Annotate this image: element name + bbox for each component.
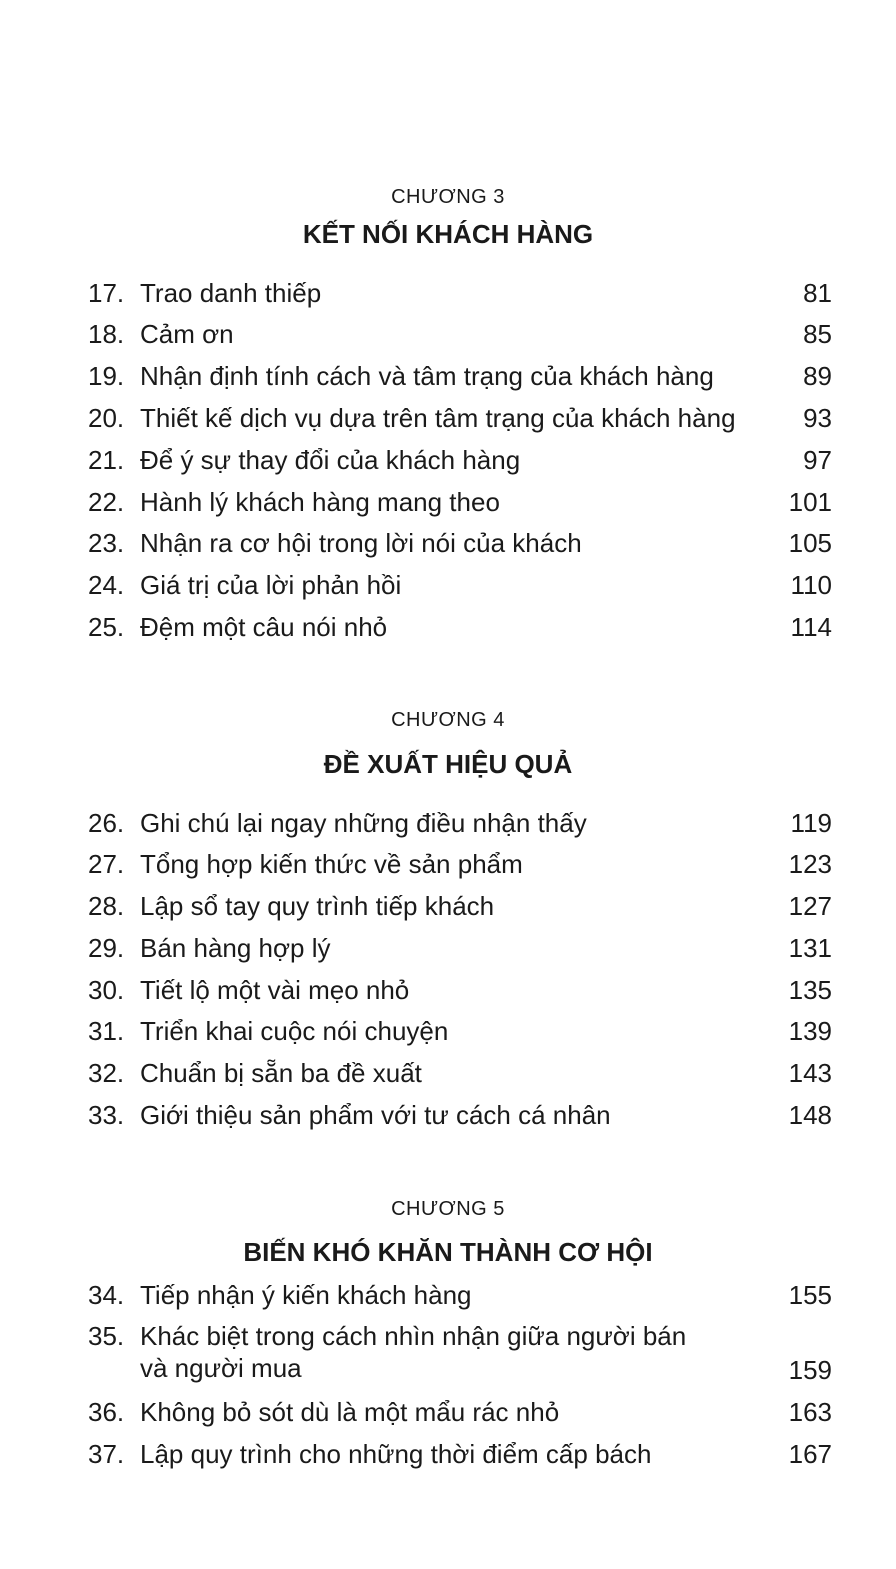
entry-page-number: 105	[788, 528, 832, 558]
entry-title: Triển khai cuộc nói chuyện	[140, 1016, 449, 1046]
toc-entry[interactable]	[88, 1396, 832, 1438]
toc-entry[interactable]	[88, 848, 832, 890]
toc-entry[interactable]	[88, 807, 832, 849]
entry-page-number: 135	[788, 975, 832, 1005]
toc-entry[interactable]	[88, 890, 832, 932]
entry-number: 37.	[88, 1439, 125, 1469]
entry-number: 29.	[88, 933, 125, 963]
toc-entry[interactable]	[88, 527, 832, 569]
entry-number: 32.	[88, 1058, 125, 1088]
entry-title: Cảm ơn	[140, 319, 234, 349]
entry-page-number: 123	[788, 849, 832, 879]
entry-title: Thiết kế dịch vụ dựa trên tâm trạng của khách hàng	[140, 403, 736, 433]
entry-number: 18.	[88, 319, 125, 349]
entry-number: 30.	[88, 975, 125, 1005]
entry-page-number: 155	[788, 1280, 832, 1310]
entry-number: 27.	[88, 849, 125, 879]
toc-entry[interactable]	[88, 360, 832, 402]
entry-title: Ghi chú lại ngay những điều nhận thấy	[140, 808, 587, 838]
entry-number: 33.	[88, 1100, 125, 1130]
toc-entry[interactable]	[88, 569, 832, 611]
entry-title: Để ý sự thay đổi của khách hàng	[140, 445, 521, 475]
entry-number: 25.	[88, 612, 125, 642]
entry-page-number: 148	[788, 1100, 832, 1130]
entry-title-line-2: và người mua	[140, 1353, 302, 1383]
entry-title: Tiếp nhận ý kiến khách hàng	[140, 1280, 472, 1310]
toc-entry[interactable]	[88, 277, 832, 319]
entry-page-number: 119	[790, 808, 832, 838]
entry-number: 24.	[88, 570, 125, 600]
entry-number: 19.	[88, 361, 125, 391]
chapter-label: CHƯƠNG 5	[391, 1198, 505, 1220]
entry-page-number: 85	[803, 319, 832, 349]
entry-title: Nhận định tính cách và tâm trạng của khách hàng	[140, 361, 714, 391]
entry-page-number: 163	[788, 1397, 832, 1427]
toc-entry[interactable]	[88, 611, 832, 653]
entry-page-number: 159	[788, 1355, 832, 1385]
toc-entry[interactable]	[88, 1099, 832, 1141]
chapter-title: BIẾN KHÓ KHĂN THÀNH CƠ HỘI	[243, 1237, 653, 1267]
entry-title: Giới thiệu sản phẩm với tư cách cá nhân	[140, 1100, 611, 1130]
entry-number: 20.	[88, 403, 125, 433]
toc-entry[interactable]	[88, 932, 832, 974]
entry-number: 26.	[88, 808, 125, 838]
toc-entry[interactable]	[88, 1015, 832, 1057]
entry-number: 23.	[88, 528, 125, 558]
entry-page-number: 143	[788, 1058, 832, 1088]
entry-page-number: 167	[788, 1439, 832, 1469]
toc-entry[interactable]	[88, 402, 832, 444]
entry-title: Chuẩn bị sẵn ba đề xuất	[140, 1058, 422, 1088]
entry-page-number: 110	[790, 570, 832, 600]
toc-entry[interactable]	[88, 1057, 832, 1099]
entry-number: 31.	[88, 1016, 125, 1046]
chapter-label: CHƯƠNG 4	[391, 709, 505, 731]
entry-page-number: 101	[788, 487, 832, 517]
chapter-title: KẾT NỐI KHÁCH HÀNG	[302, 219, 594, 249]
entry-title: Lập quy trình cho những thời điểm cấp bách	[140, 1439, 652, 1469]
entry-page-number: 93	[803, 403, 832, 433]
toc-entry[interactable]	[88, 318, 832, 360]
toc-entry[interactable]	[88, 1320, 832, 1400]
entry-page-number: 89	[803, 361, 832, 391]
entry-page-number: 127	[788, 891, 832, 921]
entry-title: Bán hàng hợp lý	[140, 933, 331, 963]
chapter-label: CHƯƠNG 3	[391, 186, 505, 208]
entry-title: Tiết lộ một vài mẹo nhỏ	[140, 975, 410, 1005]
chapter-title: ĐỀ XUẤT HIỆU QUẢ	[323, 749, 573, 779]
toc-entry[interactable]	[88, 974, 832, 1016]
entry-number: 17.	[88, 278, 125, 308]
entry-page-number: 114	[790, 612, 832, 642]
entry-number: 21.	[88, 445, 125, 475]
entry-title: Giá trị của lời phản hồi	[140, 570, 402, 600]
entry-number: 35.	[88, 1321, 125, 1351]
entry-title: Nhận ra cơ hội trong lời nói của khách	[140, 528, 582, 558]
entry-title: Đệm một câu nói nhỏ	[140, 612, 388, 642]
entry-title: Tổng hợp kiến thức về sản phẩm	[140, 849, 523, 879]
entry-number: 22.	[88, 487, 125, 517]
entry-page-number: 131	[788, 933, 832, 963]
entry-title-line-1: Khác biệt trong cách nhìn nhận giữa người bán	[140, 1321, 687, 1351]
toc-entry[interactable]	[88, 1279, 832, 1321]
entry-number: 28.	[88, 891, 125, 921]
entry-title: Trao danh thiếp	[140, 278, 322, 308]
entry-title: Hành lý khách hàng mang theo	[140, 487, 500, 517]
entry-page-number: 81	[803, 278, 832, 308]
toc-entry[interactable]	[88, 444, 832, 486]
toc-entry[interactable]	[88, 486, 832, 528]
entry-number: 34.	[88, 1280, 125, 1310]
toc-entry[interactable]	[88, 1438, 832, 1480]
entry-page-number: 97	[803, 445, 832, 475]
entry-page-number: 139	[788, 1016, 832, 1046]
entry-title	[140, 1320, 686, 1384]
entry-title: Lập sổ tay quy trình tiếp khách	[140, 891, 495, 921]
entry-title: Không bỏ sót dù là một mẩu rác nhỏ	[140, 1397, 560, 1427]
entry-number: 36.	[88, 1397, 125, 1427]
